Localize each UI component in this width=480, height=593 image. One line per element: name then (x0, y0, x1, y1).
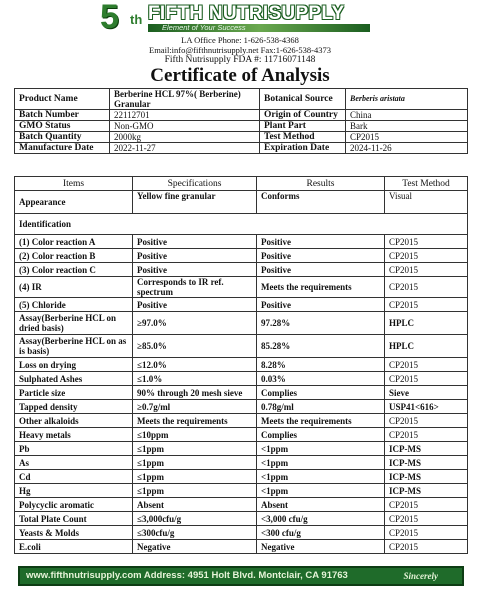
spec-row (15, 298, 468, 312)
info-value: CP2015 (346, 132, 468, 143)
spec-test-method: CP2015 (385, 298, 468, 312)
spec-row (15, 263, 468, 277)
spec-row (15, 512, 468, 526)
spec-row (15, 249, 468, 263)
spec-row (15, 442, 468, 456)
logo-company-name: FIFTH NUTRISUPPLY (148, 3, 345, 24)
spec-result: Positive (257, 235, 385, 249)
spec-test-method: CP2015 (385, 249, 468, 263)
footer-address: www.fifthnutrisupply.com Address: 4951 Holt Blvd. Montclair, CA 91763 (26, 570, 348, 581)
company-logo (100, 0, 375, 36)
spec-test-method: ICP-MS (385, 442, 468, 456)
spec-result: 0.78g/ml (257, 400, 385, 414)
info-label: Origin of Country (260, 110, 346, 121)
spec-result: 85.28% (257, 335, 385, 358)
spec-result: Negative (257, 540, 385, 554)
spec-specification: ≤10ppm (133, 428, 257, 442)
appearance-item: Appearance (15, 191, 133, 214)
footer-banner (18, 566, 464, 586)
spec-row (15, 470, 468, 484)
spec-specification: ≤1.0% (133, 372, 257, 386)
appearance-spec: Yellow fine granular (133, 191, 257, 214)
spec-row (15, 372, 468, 386)
header-items: Items (15, 177, 133, 191)
info-label: Batch Quantity (15, 132, 110, 143)
info-value: Berberine HCL 97%( Berberine) Granular (110, 89, 260, 110)
fda-number: Fifth Nutrisupply FDA #: 11716071148 (164, 55, 316, 65)
spec-test-method: USP41<616> (385, 400, 468, 414)
spec-row (15, 414, 468, 428)
spec-specification: Positive (133, 263, 257, 277)
spec-row (15, 277, 468, 298)
spec-result: Positive (257, 263, 385, 277)
spec-specification: Corresponds to IR ref. spectrum (133, 277, 257, 298)
spec-result: Complies (257, 386, 385, 400)
spec-test-method: HPLC (385, 335, 468, 358)
info-label: Expiration Date (260, 143, 346, 154)
spec-specification: Meets the requirements (133, 414, 257, 428)
spec-item: (4) IR (15, 277, 133, 298)
spec-result: 8.28% (257, 358, 385, 372)
spec-test-method: CP2015 (385, 235, 468, 249)
spec-result: Positive (257, 298, 385, 312)
spec-test-method: CP2015 (385, 428, 468, 442)
info-label: Plant Part (260, 121, 346, 132)
email-fax: Email:info@fifthnutrisupply.net Fax:1-626-538-4373 (149, 45, 331, 55)
spec-specification: ≥97.0% (133, 312, 257, 335)
spec-test-method: CP2015 (385, 372, 468, 386)
spec-item: Assay(Berberine HCL on dried basis) (15, 312, 133, 335)
spec-specification: ≤300cfu/g (133, 526, 257, 540)
spec-row (15, 312, 468, 335)
spec-specification: ≤1ppm (133, 442, 257, 456)
spec-header-row (15, 177, 468, 191)
info-row (15, 110, 468, 121)
spec-item: Loss on drying (15, 358, 133, 372)
spec-specification: 90% through 20 mesh sieve (133, 386, 257, 400)
spec-test-method: Sieve (385, 386, 468, 400)
spec-item: As (15, 456, 133, 470)
info-value: 22112701 (110, 110, 260, 121)
spec-item: (1) Color reaction A (15, 235, 133, 249)
header-specifications: Specifications (133, 177, 257, 191)
info-row (15, 143, 468, 154)
spec-result: Meets the requirements (257, 277, 385, 298)
spec-result: Positive (257, 249, 385, 263)
spec-test-method: HPLC (385, 312, 468, 335)
spec-test-method: CP2015 (385, 263, 468, 277)
spec-test-method: CP2015 (385, 512, 468, 526)
logo-suffix: th (130, 12, 143, 27)
spec-item: Yeasts & Molds (15, 526, 133, 540)
spec-item: Heavy metals (15, 428, 133, 442)
spec-row (15, 456, 468, 470)
spec-result: <3,000 cfu/g (257, 512, 385, 526)
specifications-table (14, 176, 468, 554)
spec-specification: ≤1ppm (133, 456, 257, 470)
spec-result: <1ppm (257, 456, 385, 470)
spec-specification: Positive (133, 249, 257, 263)
info-value: Non-GMO (110, 121, 260, 132)
spec-item: Tapped density (15, 400, 133, 414)
spec-result: <1ppm (257, 470, 385, 484)
spec-result: Meets the requirements (257, 414, 385, 428)
spec-result: <1ppm (257, 442, 385, 456)
spec-specification: Negative (133, 540, 257, 554)
footer-signature: Sincerely (403, 571, 438, 581)
info-value: China (346, 110, 468, 121)
info-value: Berberis aristata (346, 89, 468, 110)
spec-specification: ≤12.0% (133, 358, 257, 372)
info-row (15, 89, 468, 110)
spec-row (15, 335, 468, 358)
spec-item: (5) Chloride (15, 298, 133, 312)
spec-result: <1ppm (257, 484, 385, 498)
info-row (15, 121, 468, 132)
spec-result: Complies (257, 428, 385, 442)
spec-test-method: CP2015 (385, 526, 468, 540)
appearance-row (15, 191, 468, 214)
info-value: 2022-11-27 (110, 143, 260, 154)
spec-test-method: CP2015 (385, 277, 468, 298)
spec-test-method: CP2015 (385, 358, 468, 372)
spec-row (15, 484, 468, 498)
info-value: Bark (346, 121, 468, 132)
logo-tagline: Element of Your Success (162, 23, 246, 32)
spec-row (15, 540, 468, 554)
spec-row (15, 358, 468, 372)
spec-item: E.coli (15, 540, 133, 554)
info-label: GMO Status (15, 121, 110, 132)
info-label: Test Method (260, 132, 346, 143)
spec-item: (3) Color reaction C (15, 263, 133, 277)
spec-specification: ≤3,000cfu/g (133, 512, 257, 526)
spec-row (15, 400, 468, 414)
spec-item: Sulphated Ashes (15, 372, 133, 386)
info-value: 2024-11-26 (346, 143, 468, 154)
info-label: Manufacture Date (15, 143, 110, 154)
appearance-method: Visual (385, 191, 468, 214)
spec-test-method: ICP-MS (385, 470, 468, 484)
logo-number: 5 (100, 0, 117, 36)
spec-item: Total Plate Count (15, 512, 133, 526)
spec-test-method: CP2015 (385, 540, 468, 554)
spec-specification: ≥85.0% (133, 335, 257, 358)
document-title: Certificate of Analysis (150, 65, 330, 86)
spec-test-method: ICP-MS (385, 456, 468, 470)
spec-test-method: ICP-MS (385, 484, 468, 498)
spec-test-method: CP2015 (385, 414, 468, 428)
spec-item: Pb (15, 442, 133, 456)
spec-specification: ≤1ppm (133, 470, 257, 484)
identification-row (15, 214, 468, 235)
product-info-table (14, 88, 468, 154)
spec-specification: Positive (133, 298, 257, 312)
header-results: Results (257, 177, 385, 191)
spec-result: 0.03% (257, 372, 385, 386)
spec-item: (2) Color reaction B (15, 249, 133, 263)
info-label: Product Name (15, 89, 110, 110)
spec-item: Cd (15, 470, 133, 484)
spec-item: Other alkaloids (15, 414, 133, 428)
spec-result: 97.28% (257, 312, 385, 335)
spec-row (15, 428, 468, 442)
spec-item: Hg (15, 484, 133, 498)
office-phone: LA Office Phone: 1-626-538-4368 (181, 35, 299, 45)
spec-result: <300 cfu/g (257, 526, 385, 540)
info-label: Botanical Source (260, 89, 346, 110)
header-test-method: Test Method (385, 177, 468, 191)
spec-item: Polycyclic aromatic (15, 498, 133, 512)
info-value: 2000kg (110, 132, 260, 143)
info-label: Batch Number (15, 110, 110, 121)
identification-label: Identification (15, 214, 468, 235)
spec-result: Absent (257, 498, 385, 512)
spec-row (15, 498, 468, 512)
spec-specification: Positive (133, 235, 257, 249)
spec-specification: ≥0.7g/ml (133, 400, 257, 414)
spec-item: Particle size (15, 386, 133, 400)
spec-item: Assay(Berberine HCL on as is basis) (15, 335, 133, 358)
appearance-result: Conforms (257, 191, 385, 214)
info-row (15, 132, 468, 143)
spec-specification: Absent (133, 498, 257, 512)
spec-specification: ≤1ppm (133, 484, 257, 498)
spec-row (15, 235, 468, 249)
spec-row (15, 526, 468, 540)
spec-test-method: CP2015 (385, 498, 468, 512)
spec-row (15, 386, 468, 400)
